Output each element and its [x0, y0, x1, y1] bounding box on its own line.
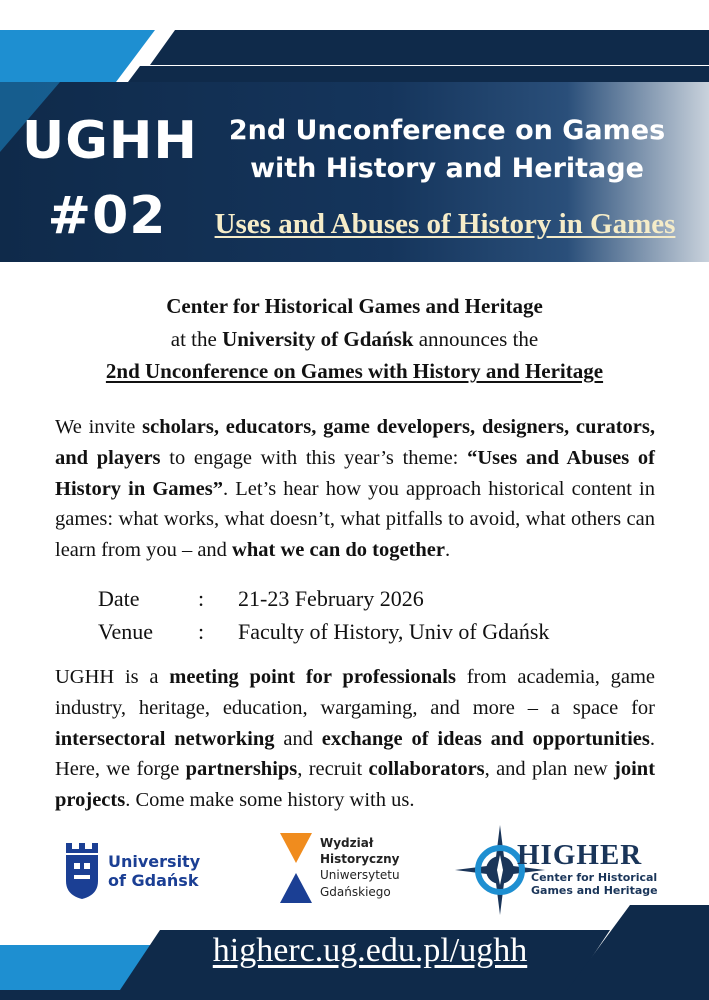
about-text-7: . Come make some history with us.	[125, 789, 415, 811]
invite-text-1: We invite	[55, 416, 136, 438]
higher-logo	[455, 825, 675, 915]
top-decorative-stripes	[0, 0, 709, 90]
wh-logo-line2: Historyczny	[320, 852, 400, 867]
invite-text-4: .	[445, 539, 451, 561]
about-bold-6: joint projects	[55, 758, 656, 811]
ug-logo-line2: of Gdańsk	[108, 871, 199, 890]
higher-wordmark: HIGHER	[517, 839, 643, 871]
invite-paragraph	[55, 412, 655, 566]
venue-value: Faculty of History, Univ of Gdańsk	[238, 619, 550, 644]
announce-at-text: at the	[170, 326, 217, 351]
wh-logo-line3: Uniwersytetu	[320, 868, 400, 883]
venue-label: Venue	[98, 619, 153, 644]
higher-subtitle	[531, 871, 658, 897]
event-full-name: 2nd Unconference on Games with History and Heritage	[105, 359, 604, 384]
invite-together: what we can do together	[232, 539, 445, 561]
event-title-line1: 2nd Unconference on Games	[228, 115, 666, 146]
invite-theme: “Uses and Abuses of History in Games”	[55, 446, 655, 500]
about-paragraph	[55, 662, 655, 816]
event-code-line2: #02	[47, 186, 167, 247]
event-details	[98, 582, 549, 648]
announcement	[40, 290, 669, 388]
wh-logo-line4: Gdańskiego	[320, 884, 391, 899]
date-label: Date	[98, 586, 140, 611]
organizer-name: Center for Historical Games and Heritage	[166, 294, 543, 318]
about-bold-2: intersectoral networking	[55, 727, 275, 750]
higher-subtitle-line1: Center for Historical	[531, 871, 658, 884]
higher-subtitle-line2: Games and Heritage	[531, 884, 658, 898]
faculty-triangles-icon	[280, 833, 312, 905]
event-theme: Uses and Abuses of History in Games	[214, 208, 676, 240]
faculty-of-history-logo	[280, 833, 400, 905]
event-title	[212, 112, 682, 188]
invite-text-2: to engage with this year’s theme:	[169, 446, 459, 469]
venue-row	[98, 615, 549, 648]
announce-verb: announces the	[418, 326, 539, 351]
about-text-2: from academia, game industry, heritage, education, wargaming, and more – a space for	[55, 666, 655, 719]
about-bold-1: meeting point for professionals	[169, 666, 456, 688]
about-text-4: . Here, we forge	[55, 727, 656, 781]
date-separator: :	[198, 586, 205, 611]
about-bold-5: collaborators	[368, 758, 485, 781]
invite-text-3: . Let’s hear how you approach historical content in games: what works, what doesn’t, what pitfalls to avoid, what others can learn from you – and	[55, 477, 655, 561]
about-bold-4: partnerships	[185, 758, 298, 781]
university-name: University of Gdańsk	[222, 326, 414, 351]
invite-audience: scholars, educators, game developers, designers, curators, and players	[55, 416, 656, 469]
about-text-3: and	[283, 727, 313, 750]
ug-logo-line1: University	[108, 851, 201, 871]
website-link[interactable]: higherc.ug.edu.pl/ughh	[212, 932, 528, 969]
date-row	[98, 582, 549, 615]
about-text-6: , and plan new	[484, 758, 608, 781]
about-text-5: , recruit	[297, 758, 363, 781]
wh-logo-line1: Wydział	[320, 836, 374, 850]
ug-crest-icon	[64, 843, 100, 899]
event-code-line1: UGHH	[22, 111, 198, 171]
venue-separator: :	[198, 619, 205, 644]
university-of-gdansk-logo	[64, 843, 200, 899]
event-title-line2: with History and Heritage	[250, 152, 644, 184]
date-value: 21-23 February 2026	[238, 586, 424, 611]
about-text-1: UGHH is a	[55, 666, 159, 688]
logos-row	[0, 825, 709, 915]
event-code	[22, 104, 198, 255]
about-bold-3: exchange of ideas and opportunities	[321, 727, 650, 750]
